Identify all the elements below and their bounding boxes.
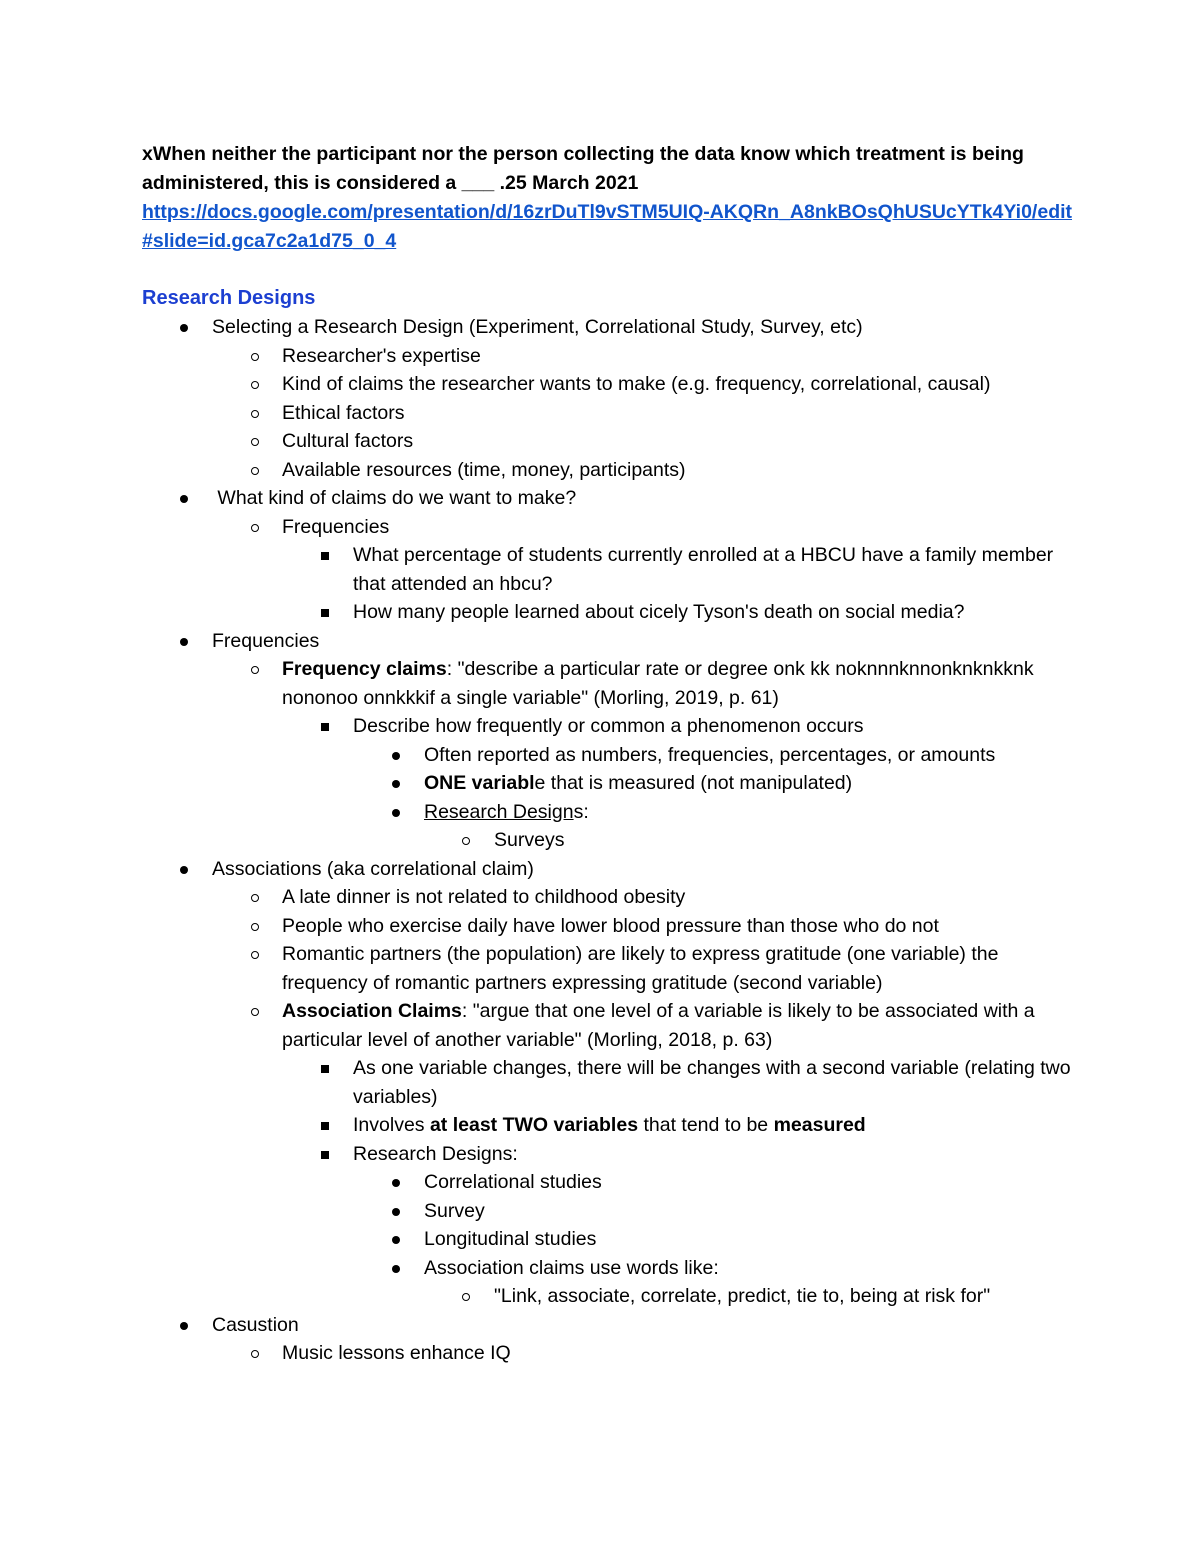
intro-question: xWhen neither the participant nor the person collecting the data know which treatment is being administered, this is considered a ___ .25 March 2021	[142, 143, 1024, 194]
list-item: How many people learned about cicely Tyson's death on social media?	[142, 598, 1072, 627]
bullet-icon	[386, 769, 406, 798]
list-item: Romantic partners (the population) are likely to express gratitude (one variable) the frequency of romantic partners expressing gratitude (second variable)	[142, 940, 1072, 997]
hollow-bullet-icon	[245, 342, 265, 371]
list-item: ONE variable that is measured (not manipulated)	[142, 769, 1072, 798]
hollow-bullet-icon	[245, 1339, 265, 1368]
list-item: Surveys	[142, 826, 1072, 855]
list-item: Association claims use words like:	[142, 1254, 1072, 1283]
square-bullet-icon	[315, 712, 335, 741]
hollow-bullet-icon	[245, 399, 265, 428]
list-item: As one variable changes, there will be changes with a second variable (relating two variables)	[142, 1054, 1072, 1111]
list-item: Available resources (time, money, participants)	[142, 456, 1072, 485]
list-item: Casustion	[142, 1311, 1072, 1340]
bullet-icon	[174, 627, 194, 656]
list-item: What percentage of students currently enrolled at a HBCU have a family member that attended an hbcu?	[142, 541, 1072, 598]
list-item: What kind of claims do we want to make?	[142, 484, 1072, 513]
square-bullet-icon	[315, 1140, 335, 1169]
bullet-icon	[386, 1225, 406, 1254]
list-item: Associations (aka correlational claim)	[142, 855, 1072, 884]
list-item: Describe how frequently or common a phenomenon occurs	[142, 712, 1072, 741]
list-item: Survey	[142, 1197, 1072, 1226]
bullet-icon	[386, 1254, 406, 1283]
hollow-bullet-icon	[245, 655, 265, 684]
list-item: Frequency claims: "describe a particular rate or degree onk kk noknnnknnonknknkknk nononoo onnkkkif a single variable" (Morling, 2019, p. 61)	[142, 655, 1072, 712]
hollow-bullet-icon	[245, 912, 265, 941]
list-item: Music lessons enhance IQ	[142, 1339, 1072, 1368]
hollow-bullet-icon	[245, 513, 265, 542]
hollow-bullet-icon	[245, 997, 265, 1026]
list-item: Association Claims: "argue that one level of a variable is likely to be associated with a particular level of another variable" (Morling, 2018, p. 63)	[142, 997, 1072, 1054]
list-item: Researcher's expertise	[142, 342, 1072, 371]
list-item: Kind of claims the researcher wants to make (e.g. frequency, correlational, causal)	[142, 370, 1072, 399]
list-item: Often reported as numbers, frequencies, percentages, or amounts	[142, 741, 1072, 770]
square-bullet-icon	[315, 1054, 335, 1083]
hollow-bullet-icon	[245, 427, 265, 456]
square-bullet-icon	[315, 541, 335, 570]
square-bullet-icon	[315, 598, 335, 627]
list-item: Research Designs:	[142, 1140, 1072, 1169]
bullet-icon	[386, 1168, 406, 1197]
list-item: Correlational studies	[142, 1168, 1072, 1197]
hollow-bullet-icon	[456, 1282, 476, 1311]
list-item: Ethical factors	[142, 399, 1072, 428]
intro-block	[142, 140, 1072, 256]
section-heading: Research Designs	[142, 287, 316, 309]
bullet-icon	[174, 484, 194, 513]
square-bullet-icon	[315, 1111, 335, 1140]
document-content	[142, 140, 1072, 1368]
list-item: Selecting a Research Design (Experiment, Correlational Study, Survey, etc)	[142, 313, 1072, 342]
list-item: Frequencies	[142, 627, 1072, 656]
list-item: People who exercise daily have lower blood pressure than those who do not	[142, 912, 1072, 941]
bullet-icon	[174, 313, 194, 342]
hollow-bullet-icon	[456, 826, 476, 855]
list-item: Involves at least TWO variables that tend to be measured	[142, 1111, 1072, 1140]
bullet-icon	[386, 741, 406, 770]
list-item: Longitudinal studies	[142, 1225, 1072, 1254]
hollow-bullet-icon	[245, 370, 265, 399]
hollow-bullet-icon	[245, 456, 265, 485]
bullet-icon	[174, 1311, 194, 1340]
bullet-icon	[386, 798, 406, 827]
list-item: A late dinner is not related to childhood obesity	[142, 883, 1072, 912]
hollow-bullet-icon	[245, 940, 265, 969]
hollow-bullet-icon	[245, 883, 265, 912]
slides-link[interactable]: https://docs.google.com/presentation/d/16zrDuTl9vSTM5UIQ-AKQRn_A8nkBOsQhUSUcYTk4Yi0/edit#slide=id.gca7c2a1d75_0_4	[142, 201, 1073, 252]
list-item: Frequencies	[142, 513, 1072, 542]
list-item: "Link, associate, correlate, predict, tie to, being at risk for"	[142, 1282, 1072, 1311]
bullet-icon	[174, 855, 194, 884]
list-item: Cultural factors	[142, 427, 1072, 456]
bullet-icon	[386, 1197, 406, 1226]
list-item: Research Designs:	[142, 798, 1072, 827]
